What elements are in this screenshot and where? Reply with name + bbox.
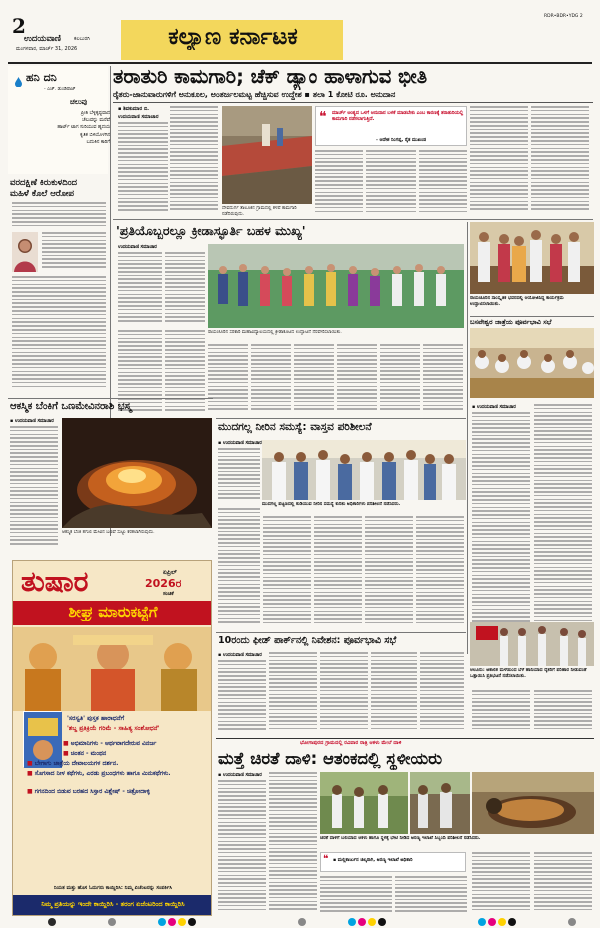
dowry-article-text-3: [12, 276, 106, 396]
honey-column-byline: - ಎಚ್. ಡುಂಡಿರಾಜ್: [44, 87, 76, 92]
water-article-col4: [314, 516, 362, 630]
fire-article-col1: [10, 426, 58, 550]
feedpark-rule: [216, 632, 466, 633]
main-headline: ತರಾತುರಿ ಕಾಮಗಾರಿ; ಚೆಕ್ ಡ್ಯಾಂ ಹಾಳಾಗುವ ಭೀತಿ: [113, 65, 428, 88]
sports-article-col9: [380, 344, 420, 416]
honey-column-title: ಹನಿ ದನಿ: [26, 71, 57, 84]
advert-bullet: ■ ಗಗನದಿಂದ ಬಿಡುವ ಬರಹದ ಸಿಸ್ತಾರ ವಿಶ್ಲೇಷ್ - ಚಿತ್ರೋದಾಳ್ಳಿ: [27, 788, 150, 795]
feedpark-col1: [218, 660, 266, 734]
bullet-icon: ■: [27, 788, 35, 795]
right-event-caption: ರಾಯಚೂರಿನ ಸಾಂಸ್ಕೃತಿಕ ಭವನದಲ್ಲಿ ಆಯೋಜಿಸಿದ್ದ ಕಾರ್ಯಕ್ರಮ ಉದ್ಘಾಟಿಸಲಾಯಿತು.: [470, 296, 564, 307]
basaveshwara-dateline: ▪ ಉದಯವಾಣಿ ಸಮಾಚಾರ: [472, 405, 516, 410]
advert-bullet: ■ ಸೊಗಸಾದ ನೀಳ ಕಥೆಗಳು, ಎರಡು ಪ್ರಬಂಧಗಳು ಹಾಗೂ ಮಿನುಕಥೆಗಳು.: [27, 770, 171, 777]
main-article-col3: [315, 150, 363, 216]
registration-marks: [8, 918, 592, 926]
fire-dateline: ▪ ಉದಯವಾಣಿ ಸಮಾಚಾರ: [10, 419, 54, 424]
leopard-photo-2: [410, 772, 470, 834]
advert-tagline: ಶೀಘ್ರ ಮಾರುಕಟ್ಟೆಗೆ: [68, 603, 158, 621]
advert-footer: ನಿಮ್ಮ ಪ್ರತಿಯನ್ನು ಇಂದೇ ಕಾಯ್ದಿರಿಸಿ - ತರಂಗ ಏಜೆಂಟರಿಂದ ಕಾಯ್ದಿರಿಸಿ: [41, 900, 185, 908]
bullet-icon: ■: [27, 760, 35, 767]
registration-mark: [48, 918, 56, 926]
leopard-quote-mark-icon: ❝: [323, 854, 329, 865]
dowry-article-text-2: [42, 232, 106, 274]
tushara-advert: [12, 560, 212, 916]
registration-mark: [358, 918, 366, 926]
main-article-col5: [419, 150, 467, 216]
leopard-col5: [472, 852, 530, 914]
masthead: [8, 8, 596, 62]
advert-bullet: ■ ಅಭಿಮಾನಿಗಳು - ಆರ್ಥವಾಗದೇರುವ ವಿನರ್ಜ: [63, 740, 157, 747]
registration-mark: [478, 918, 486, 926]
leopard-col3: [320, 876, 392, 914]
advert-bullet: ■ ಚಿಂತನ - ಮಂಥನ: [63, 750, 107, 757]
registration-mark: [178, 918, 186, 926]
protest-col2: [534, 690, 592, 734]
fire-headline: ಆಕಸ್ಮಿಕ ಬೆಂಕಿಗೆ ಒಣಮೇವಿನರಾಶಿ ಭಸ್ಮ: [10, 401, 132, 412]
poem-text: [38, 110, 110, 146]
checkdam-photo-caption: ದೇವದುರ್ಗ ತಾಲೂಕಿನ ಗ್ರಾಮದಲ್ಲಿ ಕಳಪೆ ಕಾಮಗಾರಿ ನಡೆದಿರುವುದು.: [222, 206, 297, 217]
leopard-rule: [216, 738, 594, 739]
poem-title: ಚಲುವು: [70, 98, 88, 106]
water-article-col1: [218, 448, 260, 504]
registration-mark: [498, 918, 506, 926]
protest-caption: ಆಲೂರು: ಅಕಾಲಿಕ ಮಳೆಯಿಂದ ಬೆಳೆ ಹಾನಿಯಾದ ರೈತರಿಗೆ ಪರಿಹಾರ ನೀಡುವಂತೆ ಒತ್ತಾಯಿಸಿ ಪ್ರತಿಭಟನೆ ನಡೆಸಲಾಯಿತು.: [470, 668, 587, 679]
poem-line: ಬದುಕಿನ ಕಾರಿಗೆ: [86, 139, 110, 145]
main-article-col2: [170, 106, 218, 216]
section-title: ಕಲ್ಯಾಣ ಕರ್ನಾಟಕ: [168, 24, 298, 50]
poem-line: ಹಾರ್ಟ್ ಟಾಗ ಸುರಿಯುವ ಹೃದಯ: [57, 125, 110, 131]
dowry-headline-2: ಮಹಿಳೆ ಕೊಲೆ ಆರೋಪ: [10, 189, 74, 199]
sports-photo: [208, 244, 464, 328]
advert-bullet: ■ ಬೇಗಾಗು ಜಾತ್ರೆಯ ದೇವಾಲಯಗಳ ದರ್ಶನ.: [27, 760, 119, 767]
sports-headline: 'ಪ್ರತಿಯೊಬ್ಬರಲ್ಲೂ ಕ್ರೀಡಾಸ್ಫೂರ್ತಿ ಬಹಳ ಮುಖ್ಯ': [116, 223, 306, 238]
leopard-col1: [218, 780, 266, 914]
pull-quote-author: - ಆದೇಶ ನಿಂಗಪ್ಪ, ರೈತ ಮುಖಂಡ: [376, 138, 427, 143]
sports-article-col10: [423, 344, 463, 416]
advert-footer-note: ನಿಯತ ಮತ್ತು ಹೊಸ ಓದುಗರು ಕಾಯ್ದಿರಿಸಿ: ನಿಮ್ಮ ಏಜೆಂಟರನ್ನು ಸಂಪರ್ಕಿಸಿ: [54, 885, 172, 891]
feedpark-headline: 10ರಂದು ಫೀಡ್ ಪಾರ್ಕ್‌ನಲ್ಲಿ ನಿವೇಶನ: ಪೂರ್ವಭಾವಿ ಸಭೆ: [218, 635, 397, 646]
registration-mark: [488, 918, 496, 926]
advert-bullets: [27, 739, 209, 797]
water-headline: ಮುದಗಲ್ಲ ನೀರಿನ ಸಮಸ್ಯೆ: ವಾಸ್ತವ ಪರಿಶೀಲನೆ: [218, 421, 372, 433]
feedpark-col5: [420, 652, 464, 734]
registration-mark: [108, 918, 116, 926]
main-rule: [113, 102, 593, 103]
dowry-article-text: [12, 202, 106, 230]
dowry-headline-1: ವರದಕ್ಷಿಣೆ ಕಿರುಕುಳದಿಂದ: [10, 178, 77, 188]
leopard-caption: ಚಿರತೆ ದಾಳಿಗೆ ಬಲಿಯಾದ ಆಕಳು ಹಾಗೂ ಸ್ಥಳಕ್ಕೆ ಭೇಟಿ ನೀಡಿದ ಅರಣ್ಯ ಇಲಾಖೆ ಸಿಬ್ಬಂದಿ ಪರಿಶೀಲನೆ ನಡೆಸಿದರು.: [320, 836, 481, 841]
bullet-icon: ■: [63, 750, 71, 757]
leopard-quote-box: [320, 852, 466, 872]
registration-mark: [158, 918, 166, 926]
paper-name: ಉದಯವಾಣಿ: [24, 34, 61, 44]
right-event-rule: [470, 316, 594, 317]
leopard-col2: [269, 772, 317, 914]
checkdam-photo: [222, 106, 312, 204]
date-line: ಮಂಗಳವಾರ, ಮಾರ್ಚ್ 31, 2026: [16, 46, 78, 52]
basaveshwara-article-col1: [472, 412, 530, 650]
pull-quote-text: ಮಾರ್ಚ್ ಅಂತ್ಯದ ಒಳಗೆ ಅನುದಾನ ಬಳಕೆ ಮಾಡಬೇಕು ಎಂಬ ಕಾರಣಕ್ಕೆ ತರಾತುರಿಯಲ್ಲಿ ಕಾಮಗಾರಿ ನಡೆಸಲಾಗುತ್ತಿದೆ.: [332, 111, 464, 122]
sports-article-col7: [294, 344, 334, 416]
main-byline: ▪ ಶಿವಕುಮಾರ ಬಿ.: [118, 106, 150, 112]
registration-mark: [368, 918, 376, 926]
leopard-photo-3: [472, 772, 594, 834]
quote-mark-icon: ❝: [319, 109, 327, 125]
main-article-col7: [531, 106, 589, 216]
leopard-kicker: ಭೋಗಾಪುರದ ಗ್ರಾಮದಲ್ಲಿ ರವಿವಾರ ರಾತ್ರಿ ಆಕಳು ಮೇಲೆ ದಾಳಿ: [300, 740, 402, 746]
registration-mark: [168, 918, 176, 926]
advert-issue-year: 2026ರ: [145, 577, 182, 590]
main-subhead: ರೈತರು-ಜಾನುವಾರುಗಳಿಗೆ ಅನುಕೂಲ, ಅಂತರ್ಜಲಮಟ್ಟ ಹೆಚ್ಚಿಸುವ ಉದ್ದೇಶ ▪ ತಲಾ 1 ಕೋಟಿ ರೂ. ಅನುದಾನ: [113, 90, 396, 99]
edition-label: ಕಲಬುರಗಿ: [74, 36, 90, 42]
basaveshwara-headline: ಬಸವೇಶ್ವರ ಜಾತ್ರೆಯ ಪೂರ್ವಭಾವಿ ಸಭೆ: [470, 318, 552, 326]
advert-feature-sub: 'ಶಬ್ದ ಪ್ರತಿಕ್ರಿಯೆ ಗರಿಮೆ - ಸಾಹಿತ್ಯ ಸಂಶೋಧನೆ': [67, 725, 160, 732]
water-dateline: ▪ ಉದಯವಾಣಿ ಸಮಾಚಾರ: [218, 441, 262, 446]
water-photo: [262, 440, 466, 500]
advert-issue-label: ಏಪ್ರಿಲ್: [163, 569, 177, 576]
basaveshwara-article-col2: [534, 404, 592, 650]
feedpark-dateline: ▪ ಉದಯವಾಣಿ ಸಮಾಚಾರ: [218, 653, 262, 658]
registration-mark: [568, 918, 576, 926]
poem-line: ಕೃತಿಕ ಬಿಳಿಯೊಳಗಿನ: [80, 132, 110, 138]
water-article-col2: [218, 508, 260, 630]
victim-photo: [12, 232, 38, 272]
fire-caption: ಆಕಸ್ಮಿಕ ಬೆಂಕಿ ತಗುಲಿ ಮೇವಿನ ಬಣವೆ ಸುಟ್ಟು ಕರಕಲಾಗಿರುವುದು.: [62, 530, 155, 535]
water-article-col6: [416, 516, 464, 630]
print-code: RDR•BDR•YDG 2: [544, 14, 583, 19]
section-rule: [113, 219, 593, 220]
poem-line: ಚೆಲುವನ್ನು ಮರೆವೆ: [82, 118, 110, 124]
leopard-headline: ಮತ್ತೆ ಚಿರತೆ ದಾಳಿ: ಆತಂಕದಲ್ಲಿ ಸ್ಥಳೀಯರು: [218, 749, 443, 768]
feedpark-col4: [371, 652, 417, 734]
right-column-rule: [467, 222, 468, 654]
droplet-icon: [14, 72, 23, 82]
water-article-col5: [365, 516, 413, 630]
sports-dateline: ಉದಯವಾಣಿ ಸಮಾಚಾರ: [118, 245, 157, 250]
main-article-col1: [118, 122, 168, 216]
registration-mark: [188, 918, 196, 926]
feedpark-col2: [269, 652, 317, 734]
leopard-col6: [534, 852, 592, 914]
advert-issue-suffix: ಸಂಚಿಕೆ: [163, 591, 174, 597]
sports-article-col8: [337, 344, 377, 416]
main-article-col6: [470, 106, 528, 216]
water-article-col3: [263, 516, 311, 630]
bullet-icon: ■: [63, 740, 71, 747]
advert-artwork: [13, 627, 212, 711]
leopard-col4: [395, 876, 467, 914]
leopard-dateline: ▪ ಉದಯವಾಣಿ ಸಮಾಚಾರ: [218, 773, 262, 778]
water-caption: ಮುದಗಲ್ಲ ಪಟ್ಟಣದಲ್ಲಿ ಕುಡಿಯುವ ನೀರಿನ ಸಮಸ್ಯೆ ಕುರಿತು ಅಧಿಕಾರಿಗಳು ಪರಿಶೀಲನೆ ನಡೆಸಿದರು.: [262, 502, 401, 507]
registration-mark: [348, 918, 356, 926]
advert-brand: ತುಷಾರ: [21, 565, 89, 598]
main-dateline: ಉದಯವಾಣಿ ಸಮಾಚಾರ: [118, 114, 159, 120]
fire-rule: [8, 398, 213, 399]
leopard-quote: ▪ ಮಲ್ಲಿಕಾರ್ಜುನ ಚಿಲ್ಕರಾಗಿ, ಅರಣ್ಯ ಇಲಾಖೆ ಅಧಿಕಾರಿ: [333, 858, 413, 863]
sports-article-col1: [118, 252, 162, 326]
main-article-col4: [366, 150, 416, 216]
sports-photo-caption: ರಾಯಚೂರಿನ ಸರಕಾರಿ ಮಹಾವಿದ್ಯಾಲಯದಲ್ಲಿ ಕ್ರೀಡಾಕೂಟದ ಉದ್ಘಾಟನೆ ನೆರವೇರಿಸಲಾಯಿತು.: [208, 330, 342, 335]
sports-article-col5: [208, 344, 248, 416]
poem-line: ಪ್ರೀತಿ ಬೆಳ್ಳಿಕ್ಕಷ್ಟವಾದ: [80, 111, 110, 116]
bullet-icon: ■: [27, 770, 35, 777]
advert-feature-title: 'ಸರಸ್ವತಿ' ಪುಸ್ತಕ ಹಾರಾಧನೆಗೆ: [67, 715, 125, 722]
honey-column: [8, 66, 108, 174]
leopard-photo-1: [320, 772, 408, 834]
page-number: 2: [12, 14, 26, 38]
protest-col1: [472, 690, 530, 734]
sports-article-col6: [251, 344, 291, 416]
meeting-photo: [470, 328, 594, 398]
feedpark-col3: [320, 652, 368, 734]
fire-photo: [62, 418, 212, 528]
pull-quote-box: [315, 106, 467, 146]
water-rule: [216, 418, 466, 419]
right-event-photo: [470, 222, 594, 294]
protest-photo: [470, 622, 594, 666]
registration-mark: [508, 918, 516, 926]
registration-mark: [298, 918, 306, 926]
registration-mark: [378, 918, 386, 926]
sports-article-col2: [165, 252, 205, 326]
